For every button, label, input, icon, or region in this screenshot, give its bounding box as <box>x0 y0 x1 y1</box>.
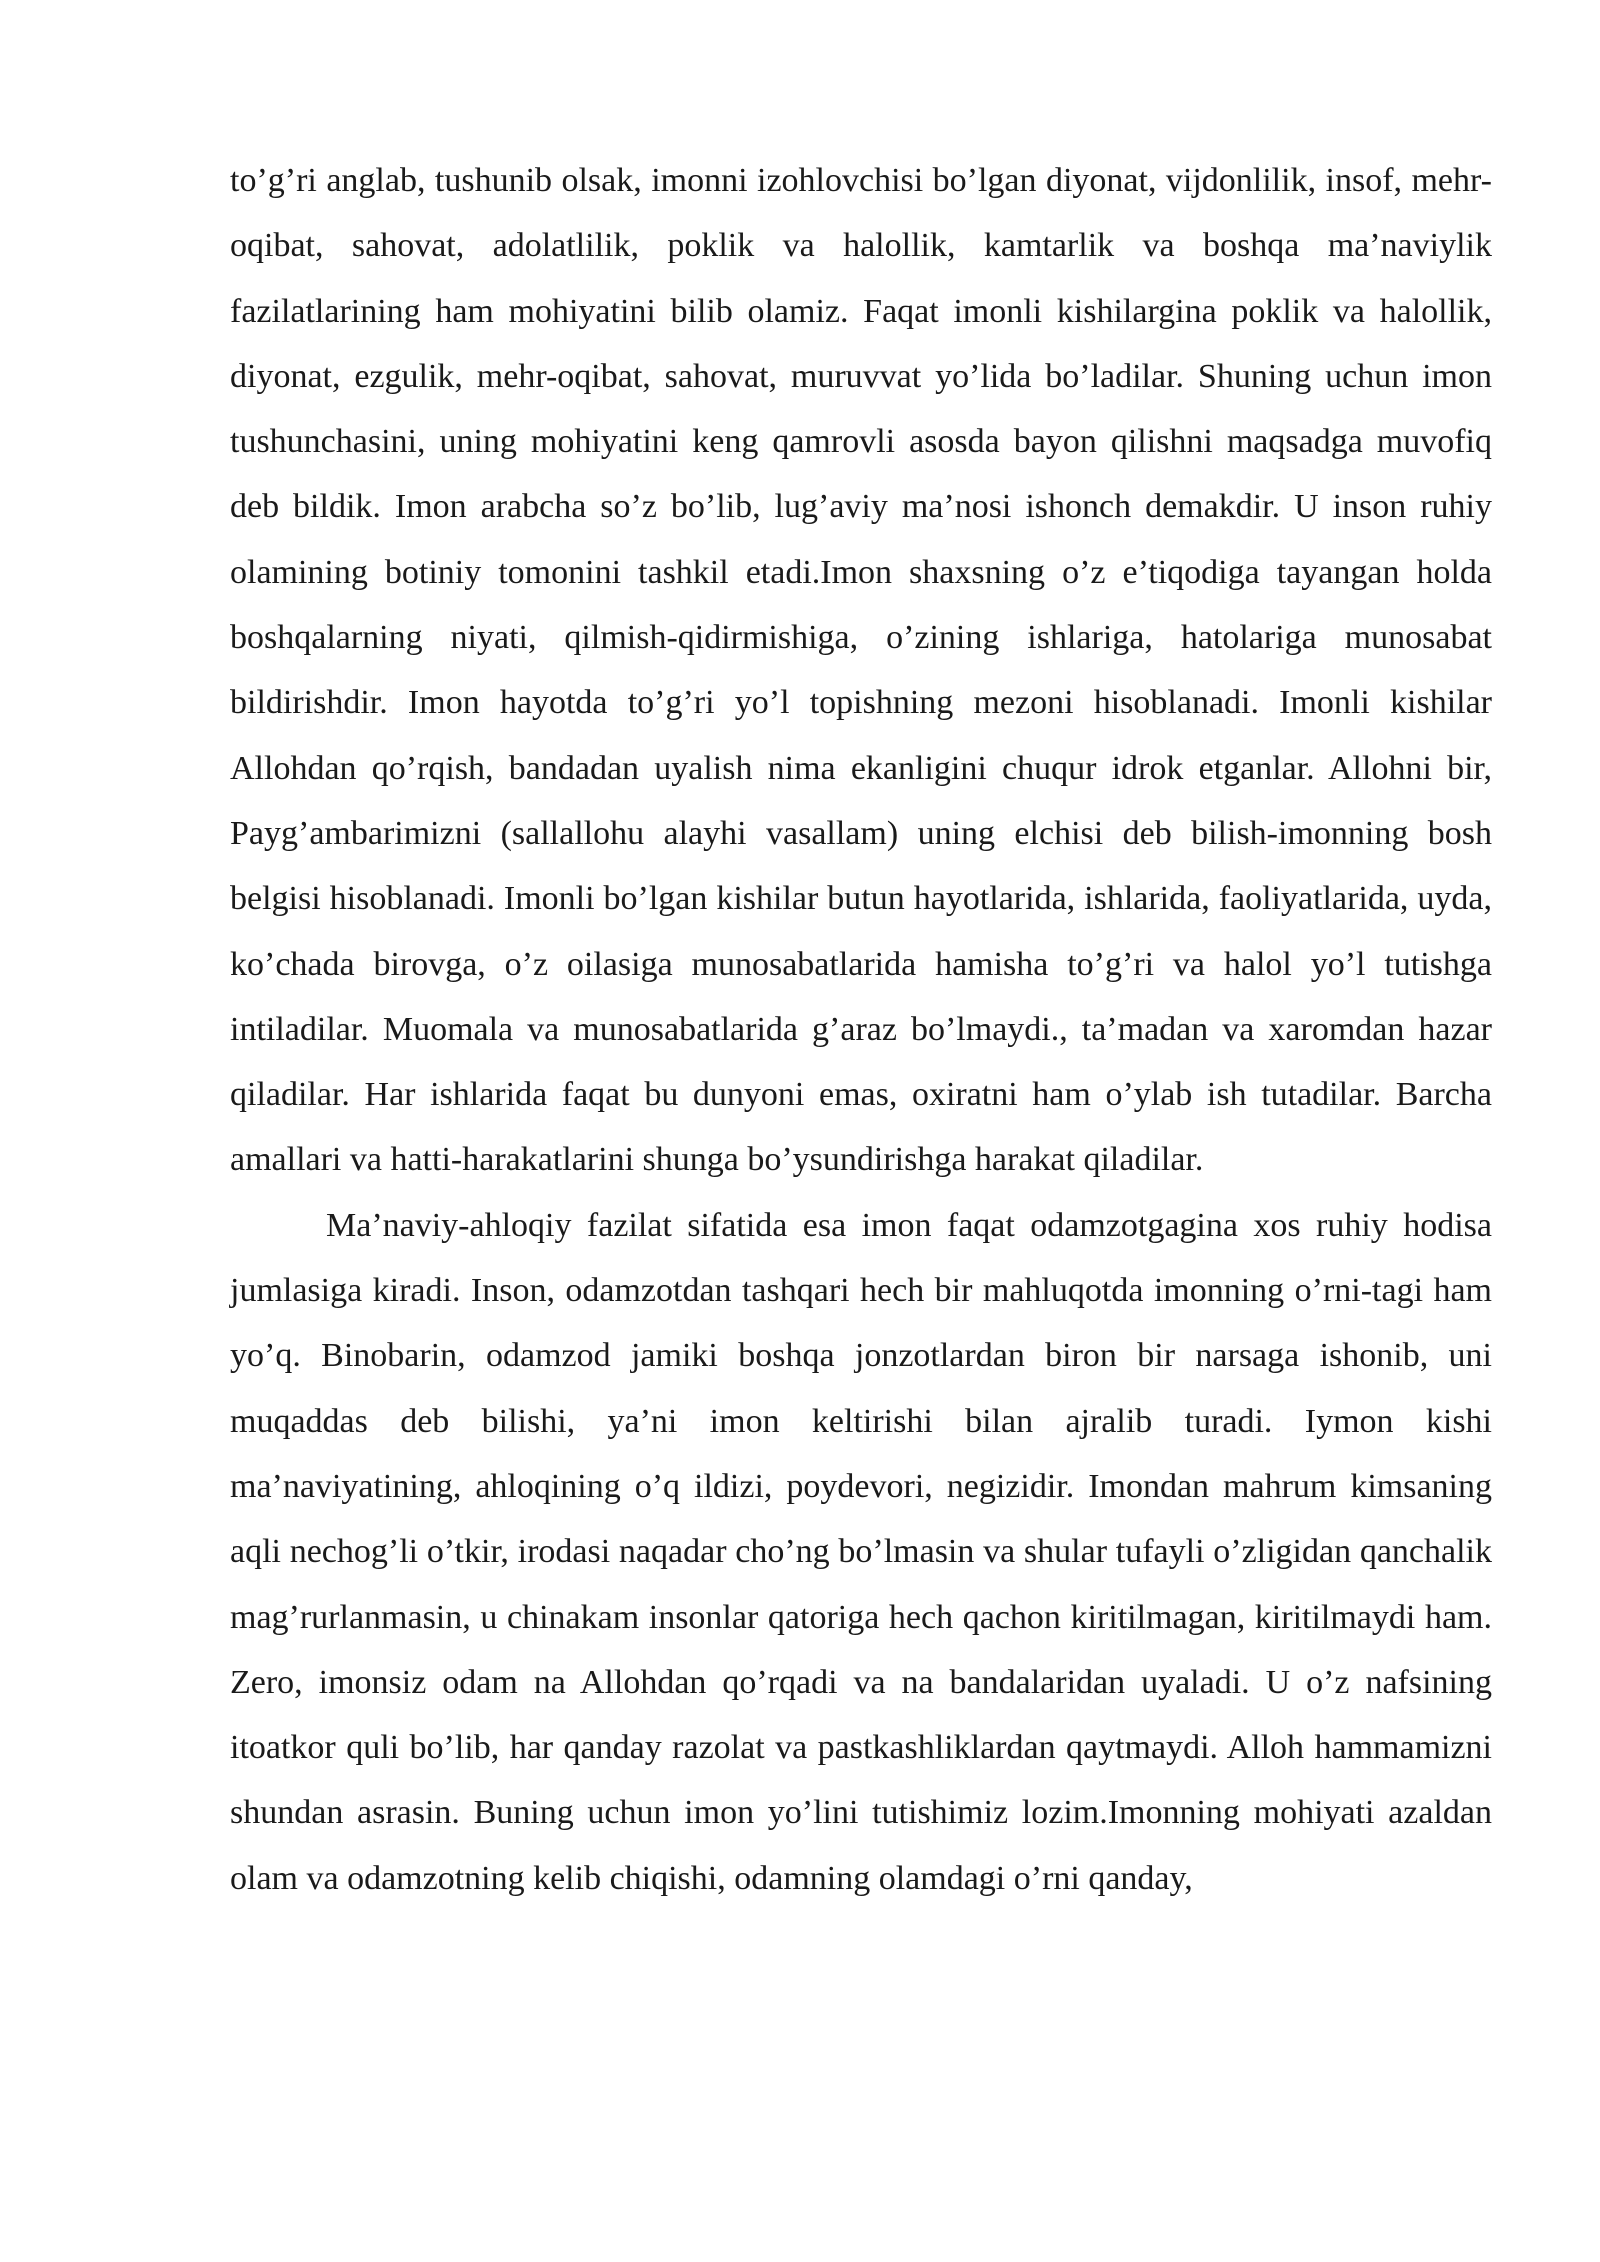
paragraph-1: to’g’ri anglab, tushunib olsak, imonni izohlovchisi bo’lgan diyonat, vijdonlilik, insof, mehr-oqibat, sahovat, adolatlilik, poklik va halollik, kamtarlik va boshqa ma’naviylik fazilatlarining ham mohiyatini bilib olamiz. Faqat imonli kishilargina poklik va halollik, diyonat, ezgulik, mehr-oqibat, sahovat, muruvvat yo’lida bo’ladilar. Shuning uchun imon tushunchasini, uning mohiyatini keng qamrovli asosda bayon qilishni maqsadga muvofiq deb bildik. Imon arabcha so’z bo’lib, lug’aviy ma’nosi ishonch demakdir. U inson ruhiy olamining botiniy tomonini tashkil etadi.Imon shaxsning o’z e’tiqodiga tayangan holda boshqalarning niyati, qilmish-qidirmishiga, o’zining ishlariga, hatolariga munosabat bildirishdir. Imon hayotda to’g’ri yo’l topishning mezoni hisoblanadi. Imonli kishilar Allohdan qo’rqish, bandadan uyalish nima ekanligini chuqur idrok etganlar. Allohni bir, Payg’ambarimizni (sallallohu alayhi vasallam) uning elchisi deb bilish-imonning bosh belgisi hisoblanadi. Imonli bo’lgan kishilar butun hayotlarida, ishlarida, faoliyatlarida, uyda, ko’chada birovga, o’z oilasiga munosabatlarida hamisha to’g’ri va halol yo’l tutishga intiladilar. Muomala va munosabatlarida g’araz bo’lmaydi., ta’madan va xaromdan hazar qiladilar. Har ishlarida faqat bu dunyoni emas, oxiratni ham o’ylab ish tutadilar. Barcha amallari va hatti-harakatlarini shunga bo’ysundirishga harakat qiladilar. <box>230 162 1492 1179</box>
document-body <box>230 148 1492 1911</box>
paragraph-2: Ma’naviy-ahloqiy fazilat sifatida esa imon faqat odamzotgagina xos ruhiy hodisa jumlasiga kiradi. Inson, odamzotdan tashqari hech bir mahluqotda imonning o’rni-tagi ham yo’q. Binobarin, odamzod jamiki boshqa jonzotlardan biron bir narsaga ishonib, uni muqaddas deb bilishi, ya’ni imon keltirishi bilan ajralib turadi. Iymon kishi ma’naviyatining, ahloqining o’q ildizi, poydevori, negizidir. Imondan mahrum kimsaning aqli nechog’li o’tkir, irodasi naqadar cho’ng bo’lmasin va shular tufayli o’zligidan qanchalik mag’rurlanmasin, u chinakam insonlar qatoriga hech qachon kiritilmagan, kiritilmaydi ham. Zero, imonsiz odam na Allohdan qo’rqadi va na bandalaridan uyaladi. U o’z nafsining itoatkor quli bo’lib, har qanday razolat va pastkashliklardan qaytmaydi. Alloh hammamizni shundan asrasin. Buning uchun imon yo’lini tutishimiz lozim.Imonning mohiyati azaldan olam va odamzotning kelib chiqishi, odamning olamdagi o’rni qanday, <box>230 1206 1492 1897</box>
